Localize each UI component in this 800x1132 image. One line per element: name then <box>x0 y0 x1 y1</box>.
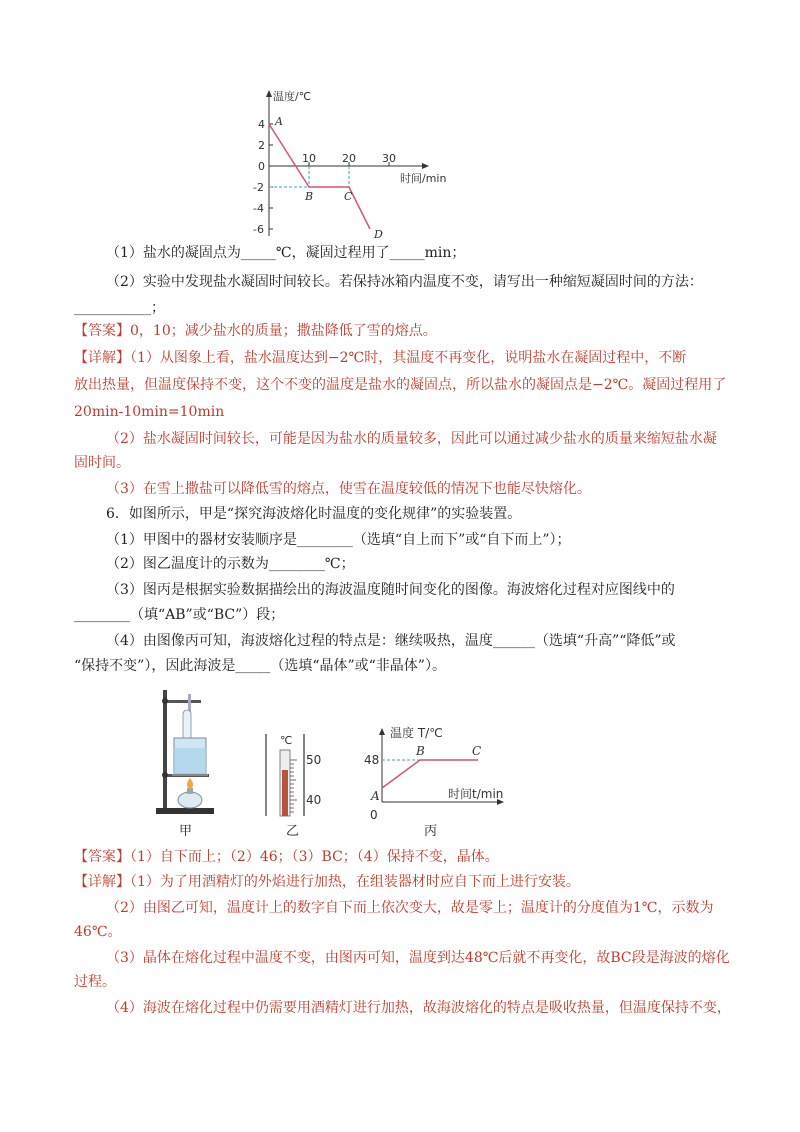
thermometer-figure <box>260 730 326 820</box>
point-b: B <box>416 744 425 758</box>
q5-detail1-line1: 【详解】（1）从图象上看，盐水温度达到−2℃时，其温度不再变化，说明盐水在凝固过程中，不断 <box>74 350 687 366</box>
y-axis-title: 温度 T/℃ <box>390 726 443 740</box>
point-b: B <box>305 190 314 203</box>
q5-detail1-line2: 放出热量，但温度保持不变，这个不变的温度是盐水的凝固点，所以盐水的凝固点是−2℃。凝固过程用了 <box>74 377 727 393</box>
point-c: C <box>344 190 353 203</box>
q6-answer: 【答案】（1）自下而上；（2）46；（3）BC；（4）保持不变，晶体。 <box>74 849 499 865</box>
q6-part1: （1）甲图中的器材安装顺序是________（选填“自上而下”或“自下而上”）； <box>106 532 571 548</box>
q5-part1: （1）盐水的凝固点为_____℃，凝固过程用了_____min； <box>106 245 466 261</box>
x-axis-title: 时间/min <box>400 172 447 185</box>
thermo-tick-40: 40 <box>306 793 322 807</box>
x-tick-30: 30 <box>382 152 396 165</box>
y-tick-4: 4 <box>258 118 265 131</box>
melting-graph <box>360 722 510 822</box>
q5-answer: 【答案】0，10；减少盐水的质量；撒盐降低了雪的熔点。 <box>74 323 437 339</box>
y-axis-arrow <box>379 728 385 735</box>
apparatus-figure <box>150 684 220 836</box>
q5-detail3: （3）在雪上撒盐可以降低雪的熔点，使雪在温度较低的情况下也能尽快熔化。 <box>106 481 591 497</box>
y-tick-48: 48 <box>364 753 380 767</box>
q6-part4-line2: “保持不变”），因此海波是_____（选填“晶体”或“非晶体”）。 <box>74 658 446 674</box>
x-tick-10: 10 <box>302 152 316 165</box>
flame-icon <box>187 778 193 789</box>
origin-label: 0 <box>370 808 378 822</box>
melting-curve <box>382 760 478 788</box>
point-a: A <box>275 115 283 128</box>
stand-base <box>156 808 214 814</box>
q6-detail4: （4）海波在熔化过程中仍需要用酒精灯进行加热，故海波熔化的特点是吸收热量，但温度保持不变， <box>106 1000 731 1016</box>
point-a: A <box>371 789 380 803</box>
salt-water-cooling-graph <box>250 88 470 240</box>
q5-part2-blank: ___________； <box>74 300 165 316</box>
y-axis-arrow <box>266 90 272 97</box>
y-tick-0: 0 <box>258 160 265 173</box>
y-axis-title: 温度/℃ <box>273 90 312 103</box>
fig-label-yi: 乙 <box>286 824 300 839</box>
thermo-liquid <box>282 770 288 816</box>
fig-label-jia: 甲 <box>179 824 193 839</box>
thermo-unit: ℃ <box>280 734 293 747</box>
fig-label-bing: 丙 <box>424 824 438 839</box>
q6-stem: 6．如图所示，甲是“探究海波熔化时温度的变化规律”的实验装置。 <box>106 506 522 522</box>
x-axis-arrow <box>422 163 429 169</box>
q6-part3-line2: ________（填“AB”或“BC”）段； <box>74 607 285 623</box>
q6-detail3-line2: 过程。 <box>74 974 116 990</box>
q6-detail2-line2: 46℃。 <box>74 924 122 940</box>
q6-detail1: 【详解】（1）为了用酒精灯的外焰进行加热，在组装器材时应自下而上进行安装。 <box>74 874 580 890</box>
y-tick-2: 2 <box>258 139 265 152</box>
alcohol-lamp <box>178 792 202 808</box>
thermo-ticks <box>290 760 297 812</box>
point-c: C <box>472 744 482 758</box>
q6-part2: （2）图乙温度计的示数为________℃； <box>106 556 355 572</box>
q5-part2: （2）实验中发现盐水凝固时间较长。若保持冰箱内温度不变，请写出一种缩短凝固时间的方法： <box>106 274 703 290</box>
thermo-tick-50: 50 <box>306 753 322 767</box>
q6-part4-line1: （4）由图像丙可知，海波熔化过程的特点是：继续吸热，温度______（选填“升高”“降低”或 <box>106 633 676 649</box>
cooling-curve <box>269 124 370 229</box>
q5-detail2-line2: 固时间。 <box>74 455 130 471</box>
q6-detail3-line1: （3）晶体在熔化过程中温度不变，由图丙可知，温度到达48℃后就不再变化，故BC段是海波的熔化 <box>106 950 730 966</box>
q6-part3-line1: （3）图丙是根据实验数据描绘出的海波温度随时间变化的图像。海波熔化过程对应图线中的 <box>106 582 675 598</box>
y-tick-neg4: -4 <box>253 202 264 215</box>
y-tick-neg6: -6 <box>253 223 264 236</box>
x-axis-title: 时间t/min <box>448 787 504 801</box>
q5-detail2-line1: （2）盐水凝固时间较长，可能是因为盐水的质量较多，因此可以通过减少盐水的质量来缩短盐水凝 <box>106 431 717 447</box>
q5-detail1-line3: 20min-10min=10min <box>74 404 225 420</box>
x-tick-20: 20 <box>342 152 356 165</box>
y-tick-neg2: -2 <box>253 181 264 194</box>
clamp-arm <box>163 700 201 703</box>
q6-detail2-line1: （2）由图乙可知，温度计上的数字自下而上依次变大，故是零上；温度计的分度值为1℃，示数为 <box>106 900 714 916</box>
stand-rod <box>163 690 167 808</box>
point-d: D <box>374 228 383 240</box>
